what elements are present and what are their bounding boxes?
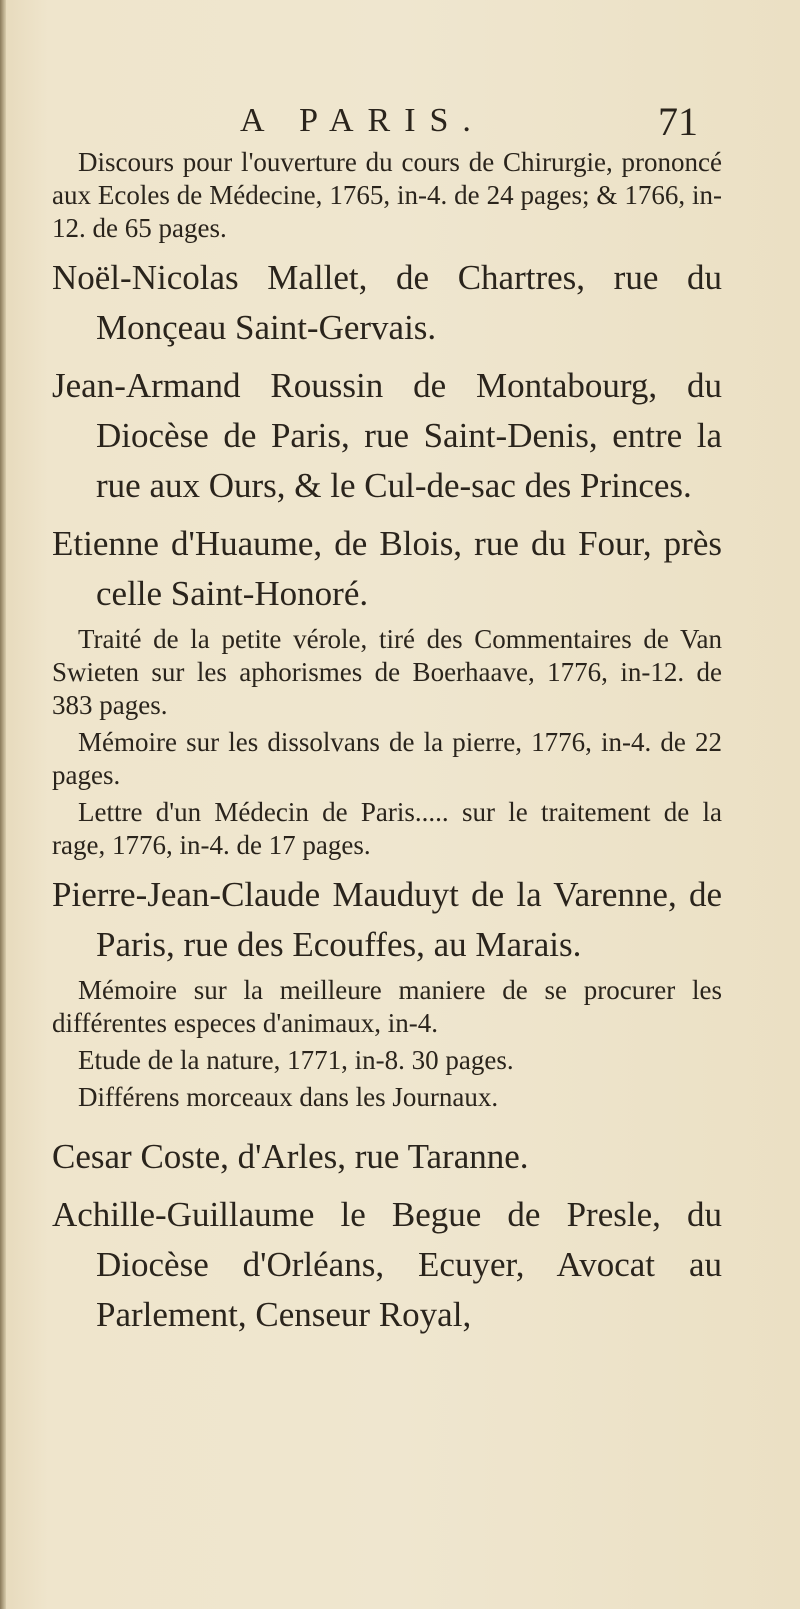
entry-huaume: Etienne d'Huaume, de Blois, rue du Four, près celle Saint-Honoré.	[52, 524, 722, 613]
running-header	[0, 96, 800, 146]
page-number: 71	[658, 99, 698, 144]
work-title-traite: Traité de la petite vérole, tiré des Commentaires de Van Swieten sur les aphorismes de Boerhaave, 1776, in-12. de 383 pages.	[52, 624, 722, 720]
work-title-differens: Différens morceaux dans les Journaux.	[78, 1082, 499, 1112]
page-body	[52, 142, 722, 1340]
entry-coste: Cesar Coste, d'Arles, rue Taranne.	[52, 1137, 529, 1176]
page-spine-shadow	[0, 0, 6, 1609]
work-title-memoire-animaux: Mémoire sur la meilleure maniere de se procurer les différentes especes d'animaux, in-4.	[52, 975, 722, 1038]
work-title-memoire-dissolvans: Mémoire sur les dissolvans de la pierre, 1776, in-4. de 22 pages.	[52, 727, 722, 790]
work-title-lettre: Lettre d'un Médecin de Paris..... sur le traitement de la rage, 1776, in-4. de 17 pages.	[52, 797, 722, 860]
entry-mauduyt: Pierre-Jean-Claude Mauduyt de la Varenne, de Paris, rue des Ecouffes, au Marais.	[52, 875, 722, 964]
running-title: A PARIS.	[240, 102, 485, 139]
work-title-discours: Discours pour l'ouverture du cours de Chirurgie, prononcé aux Ecoles de Médecine, 1765, in-4. de 24 pages; & 1766, in-12. de 65 pages.	[52, 147, 722, 243]
entry-le-begue: Achille-Guillaume le Begue de Presle, du Diocèse d'Orléans, Ecuyer, Avocat au Parlement, Censeur Royal,	[52, 1195, 722, 1334]
work-title-etude: Etude de la nature, 1771, in-8. 30 pages.	[78, 1045, 514, 1075]
entry-mallet: Noël-Nicolas Mallet, de Chartres, rue du Monçeau Saint-Gervais.	[52, 258, 722, 347]
entry-roussin: Jean-Armand Roussin de Montabourg, du Diocèse de Paris, rue Saint-Denis, entre la rue aux Ours, & le Cul-de-sac des Princes.	[52, 366, 722, 505]
